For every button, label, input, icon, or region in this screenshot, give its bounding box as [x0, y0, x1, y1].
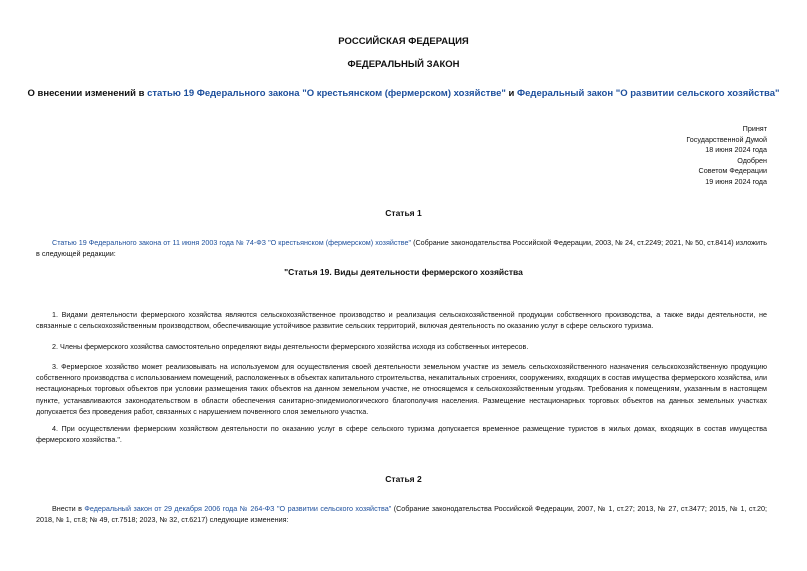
- article1-heading: Статья 1: [385, 208, 422, 218]
- law-title: [0, 88, 807, 99]
- title-prefix: О внесении изменений в: [27, 88, 148, 99]
- article2-intro-rest: (Собрание законодательства Российской Федерации, 2007, № 1, ст.27; 2013, № 27, ст.3477; 2015, № 1, ст.20; 2018, № 1, ст.8; № 49, ст.7518; 2023, № 32, ст.6217) следующие изменения:: [36, 504, 767, 525]
- adopted-by: Государственной Думой: [686, 134, 767, 144]
- article19-paragraph-4: 4. При осуществлении фермерским хозяйством деятельности по оказанию услуг в сфере сельского туризма допускается временное размещение туристов в жилых домах, входящих в состав имущества фермерского хозяйства.".: [36, 424, 767, 445]
- approved-date: 19 июня 2024 года: [705, 176, 767, 186]
- country-heading: РОССИЙСКАЯ ФЕДЕРАЦИЯ: [338, 36, 469, 47]
- adopted-label: Принят: [742, 124, 767, 133]
- title-link-article19[interactable]: статью 19 Федерального закона "О крестьянском (фермерском) хозяйстве": [147, 88, 506, 99]
- article19-paragraph-2: 2. Члены фермерского хозяйства самостоятельно определяют виды деятельности фермерского хозяйства исходя из собственных интересов.: [52, 342, 529, 351]
- article19-paragraph-3: 3. Фермерское хозяйство может реализовывать на используемом для осуществления своей деятельности земельном участке из земель сельскохозяйственного назначения сельскохозяйственную продукцию собственного производства с использованием помещений, расположенных в объектах капитального строительства, некапитальных строениях, сооружениях, входящих в состав имущества фермерского хозяйства, или нестационарных торговых объектов при условии размещения таких объектов на данном земельном участке, не относящемся к сельскохозяйственным угодьям. Требования к помещениям, указанным в настоящем пункте, устанавливаются законодательством в области обеспечения санитарно-эпидемиологического благополучия населения. Размещение нестационарных торговых объектов на данных земельных участках допускается без проведения работ, связанных с нарушением почвенного слоя земельного участка.: [36, 362, 767, 416]
- article2-intro-prefix: Внести в: [52, 504, 85, 513]
- approved-label: Одобрен: [737, 155, 767, 165]
- article2-intro: [36, 503, 767, 525]
- approved-by: Советом Федерации: [698, 166, 767, 176]
- article1-intro-link[interactable]: Статью 19 Федерального закона от 11 июня 2003 года № 74-ФЗ "О крестьянском (фермерском) хозяйстве": [52, 238, 412, 247]
- article2-heading: Статья 2: [385, 474, 422, 484]
- article19-subheading: "Статья 19. Виды деятельности фермерского хозяйства: [284, 267, 523, 277]
- title-middle: и: [505, 88, 518, 99]
- article1-intro-rest: (Собрание законодательства Российской Федерации, 2003, № 24, ст.2249; 2021, № 50, ст.8414) изложить в следующей редакции:: [36, 238, 767, 259]
- adoption-block: [686, 124, 767, 188]
- adopted-date: 18 июня 2024 года: [705, 145, 767, 155]
- title-link-agri-law[interactable]: Федеральный закон "О развитии сельского хозяйства": [517, 88, 780, 99]
- article19-paragraph-1: 1. Видами деятельности фермерского хозяйства являются сельскохозяйственное производство и реализация сельскохозяйственной продукции собственного производства, а также виды деятельности, не связанные с сельскохозяйственным производством, обеспечивающие устойчивое развитие сельских территорий, включая деятельность по оказанию услуг в сфере сельского туризма.: [36, 310, 767, 331]
- article1-intro: [36, 237, 767, 259]
- law-type-heading: ФЕДЕРАЛЬНЫЙ ЗАКОН: [347, 59, 460, 70]
- article2-intro-link[interactable]: Федеральный закон от 29 декабря 2006 года № 264-ФЗ "О развитии сельского хозяйства": [84, 504, 392, 513]
